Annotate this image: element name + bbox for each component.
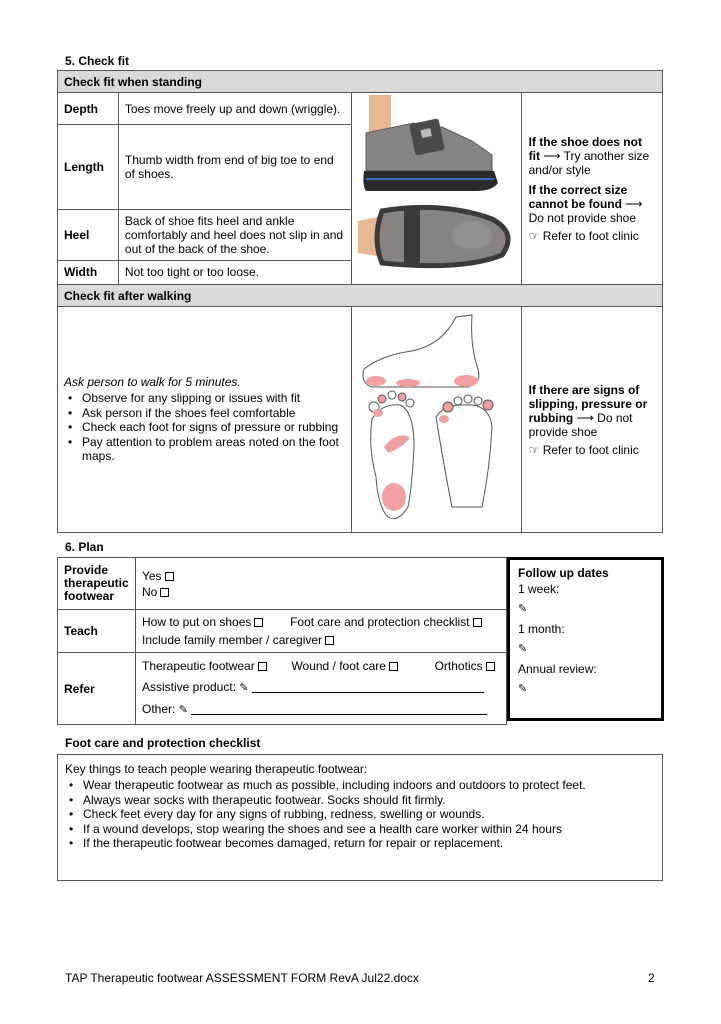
follow-up-title: Follow up dates — [518, 566, 609, 580]
length-label: Length — [58, 125, 119, 210]
advice-no-size-bold: If the correct size cannot be found — [528, 182, 628, 211]
other-input[interactable] — [191, 703, 487, 715]
checklist-item: • If a wound develops, stop wearing the shoes and see a health care worker within 24 hours — [65, 822, 655, 837]
checklist-item: • Wear therapeutic footwear as much as possible, including indoors and outdoors to protect feet. — [65, 778, 655, 793]
refer-footwear-checkbox[interactable] — [258, 662, 267, 671]
checklist-item: • Check feet every day for any signs of rubbing, redness, swelling or wounds. — [65, 807, 655, 822]
depth-text: Toes move freely up and down (wriggle). — [118, 93, 351, 125]
advice-no-fit-bold: If the shoe does not fit — [528, 134, 642, 163]
follow-up-month: 1 month: — [518, 622, 565, 636]
standing-header: Check fit when standing — [58, 71, 663, 93]
arrow-icon: ⟶ — [625, 196, 643, 211]
teach-family-checkbox[interactable] — [325, 636, 334, 645]
checklist-title: Foot care and protection checklist — [65, 736, 261, 750]
yes-checkbox[interactable] — [165, 572, 174, 581]
section-6-title: 6. Plan — [65, 540, 104, 554]
walking-advice-refer: Refer to foot clinic — [542, 442, 639, 457]
follow-up-box — [507, 557, 664, 721]
walking-bullet: • Pay attention to problem areas noted on the foot maps. — [64, 435, 345, 464]
checklist-intro: Key things to teach people wearing therapeutic footwear: — [65, 762, 368, 776]
walking-instructions — [58, 307, 352, 533]
advice-no-size-rest: Do not provide shoe — [528, 210, 637, 225]
section-5-title: 5. Check fit — [65, 54, 130, 68]
teach-option-put-on: How to put on shoes — [141, 615, 252, 629]
walking-advice-bold: If there are signs of slipping, pressure or rubbing — [528, 382, 648, 425]
no-checkbox[interactable] — [160, 588, 169, 597]
refer-option-orthotics: Orthotics — [434, 659, 483, 673]
teach-checklist-checkbox[interactable] — [473, 618, 482, 627]
follow-up-week: 1 week: — [518, 582, 560, 596]
follow-up-annual: Annual review: — [518, 662, 597, 676]
walking-advice-rest: Do not provide shoe — [528, 410, 633, 439]
walking-intro: Ask person to walk for 5 minutes. — [64, 375, 241, 390]
arrow-icon: ⟶ — [576, 410, 594, 425]
teach-label: Teach — [58, 610, 136, 653]
walking-advice — [521, 307, 662, 533]
teach-put-on-checkbox[interactable] — [254, 618, 263, 627]
other-label: Other: — [141, 702, 176, 716]
walking-bullet: • Observe for any slipping or issues with fit — [64, 391, 345, 406]
shoe-illustration — [351, 93, 521, 285]
page-number: 2 — [648, 971, 655, 985]
foot-map-illustration — [351, 307, 521, 533]
check-fit-table — [57, 70, 663, 533]
advice-no-fit-rest: Try another size and/or style — [528, 148, 650, 177]
assistive-input[interactable] — [252, 681, 484, 693]
pencil-icon[interactable]: ✎ — [518, 603, 528, 615]
yes-label: Yes — [141, 568, 162, 583]
provide-label: Provide therapeutic footwear — [58, 558, 136, 610]
refer-option-footwear: Therapeutic footwear — [141, 659, 255, 673]
heel-text: Back of shoe fits heel and ankle comfortably and heel does not slip in and out of the back of the shoe. — [118, 210, 351, 261]
pointing-hand-icon: ☞ — [528, 442, 540, 457]
depth-label: Depth — [58, 93, 119, 125]
checklist-item: • If the therapeutic footwear becomes damaged, return for repair or replacement. — [65, 836, 655, 851]
pencil-icon[interactable]: ✎ — [518, 683, 528, 695]
checklist-item: • Always wear socks with therapeutic footwear. Socks should fit firmly. — [65, 793, 655, 808]
advice-refer: Refer to foot clinic — [542, 228, 639, 243]
refer-wound-checkbox[interactable] — [389, 662, 398, 671]
arrow-icon: ⟶ — [543, 148, 561, 163]
walking-header: Check fit after walking — [58, 285, 663, 307]
heel-label: Heel — [58, 210, 119, 261]
pencil-icon[interactable]: ✎ — [518, 643, 528, 655]
walking-bullet: • Ask person if the shoes feel comfortable — [64, 406, 345, 421]
refer-option-wound: Wound / foot care — [291, 659, 386, 673]
pencil-icon: ✎ — [239, 682, 249, 694]
width-text: Not too tight or too loose. — [118, 260, 351, 284]
refer-orthotics-checkbox[interactable] — [486, 662, 495, 671]
standing-advice — [521, 93, 662, 285]
assistive-label: Assistive product: — [141, 680, 237, 694]
teach-option-family: Include family member / caregiver — [141, 633, 323, 647]
walking-bullet: • Check each foot for signs of pressure or rubbing — [64, 420, 345, 435]
pointing-hand-icon: ☞ — [528, 228, 540, 243]
length-text: Thumb width from end of big toe to end of shoes. — [118, 125, 351, 210]
width-label: Width — [58, 260, 119, 284]
plan-table — [57, 557, 507, 725]
footer-filename: TAP Therapeutic footwear ASSESSMENT FORM RevA Jul22.docx — [65, 971, 419, 985]
refer-label: Refer — [58, 653, 136, 725]
pencil-icon: ✎ — [178, 704, 188, 716]
teach-option-checklist: Foot care and protection checklist — [290, 615, 470, 629]
no-label: No — [141, 584, 158, 599]
checklist-box — [57, 754, 663, 881]
